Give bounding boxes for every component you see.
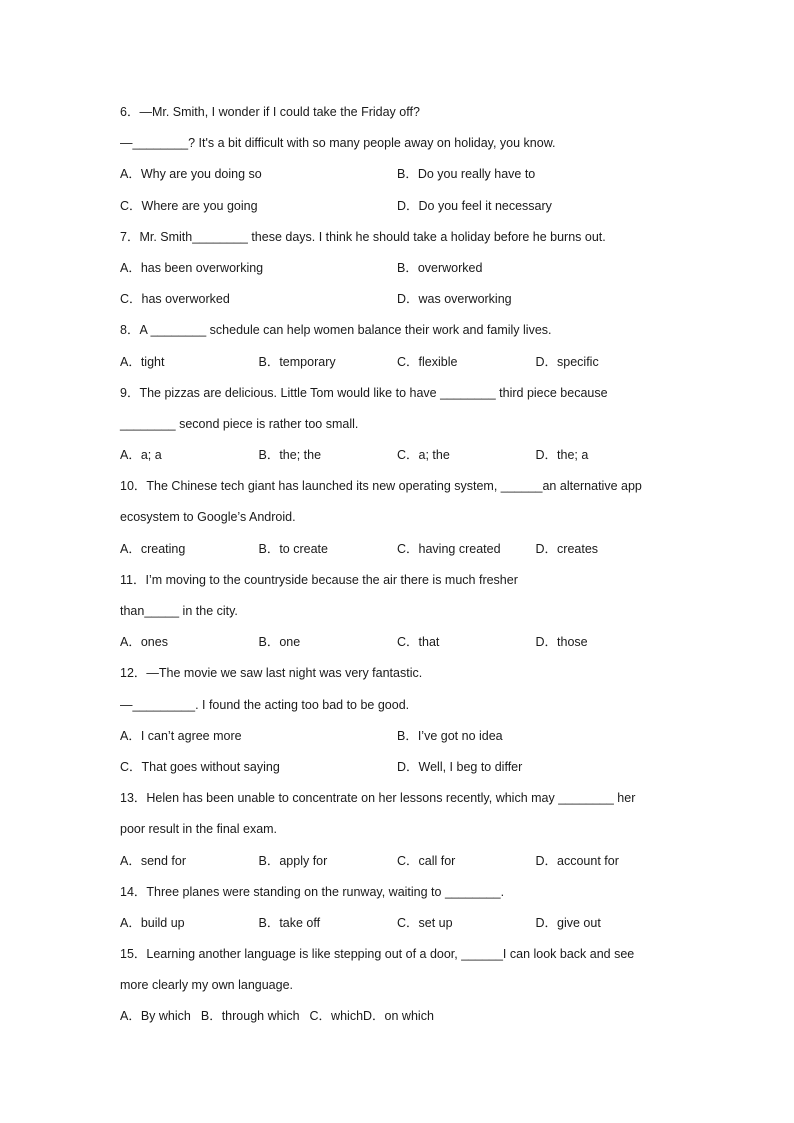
options-row	[120, 849, 680, 880]
question-stem: 15．Learning another language is like stepping out of a door, ______I can look back and see	[120, 947, 635, 962]
options-row	[120, 911, 680, 942]
option-c[interactable]: C．That goes without saying	[120, 759, 280, 774]
question-stem: 8．A ________ schedule can help women balance their work and family lives.	[120, 323, 552, 338]
option-d[interactable]: D．Do you feel it necessary	[397, 198, 552, 213]
question-stem: ________ second piece is rather too small.	[120, 416, 359, 431]
question-6	[120, 100, 680, 225]
question-13	[120, 786, 680, 880]
option-c[interactable]: C．which	[309, 1009, 364, 1024]
question-7	[120, 225, 680, 319]
option-c[interactable]: C．Where are you going	[120, 198, 258, 213]
option-a[interactable]: A．has been overworking	[120, 260, 264, 275]
option-b[interactable]: B．I’ve got no idea	[397, 728, 503, 743]
question-10	[120, 474, 680, 568]
question-stem: 11．I’m moving to the countryside because the air there is much fresher	[120, 572, 518, 587]
option-b[interactable]: B．temporary	[258, 354, 336, 369]
options-row	[120, 194, 680, 225]
question-stem: —_________. I found the acting too bad to be good.	[120, 697, 410, 712]
options-row	[120, 256, 680, 287]
option-a[interactable]: A．creating	[120, 541, 186, 556]
option-a[interactable]: A．ones	[120, 635, 168, 650]
option-b[interactable]: B．to create	[258, 541, 328, 556]
options-row	[120, 537, 680, 568]
option-d[interactable]: D．specific	[535, 354, 599, 369]
options-row	[120, 443, 680, 474]
option-b[interactable]: B．take off	[258, 915, 321, 930]
question-15	[120, 942, 680, 1036]
option-c[interactable]: C．a; the	[397, 448, 450, 463]
option-d[interactable]: D．Well, I beg to differ	[397, 759, 523, 774]
option-c[interactable]: C．call for	[397, 853, 456, 868]
option-b[interactable]: B．the; the	[258, 448, 322, 463]
option-c[interactable]: C．has overworked	[120, 292, 230, 307]
question-stem: 7．Mr. Smith________ these days. I think he should take a holiday before he burns out.	[120, 229, 606, 244]
options-row	[120, 287, 680, 318]
question-stem: poor result in the final exam.	[120, 822, 278, 837]
question-stem: ecosystem to Google’s Android.	[120, 510, 296, 525]
option-c[interactable]: C．having created	[397, 541, 501, 556]
question-stem: —________? It's a bit difficult with so many people away on holiday, you know.	[120, 136, 556, 151]
options-row	[120, 755, 680, 786]
option-a[interactable]: A．By which	[120, 1009, 191, 1024]
option-d[interactable]: D．account for	[535, 853, 619, 868]
option-a[interactable]: A．build up	[120, 915, 185, 930]
question-sheet	[120, 100, 680, 1036]
option-d[interactable]: D．give out	[535, 915, 601, 930]
question-11	[120, 568, 680, 662]
question-stem: 9．The pizzas are delicious. Little Tom would like to have ________ third piece because	[120, 385, 608, 400]
option-b[interactable]: B．apply for	[258, 853, 328, 868]
question-8	[120, 318, 680, 380]
question-stem: 13．Helen has been unable to concentrate on her lessons recently, which may ________ her	[120, 791, 636, 806]
option-b[interactable]: B．one	[258, 635, 301, 650]
question-stem: than_____ in the city.	[120, 604, 238, 618]
option-d[interactable]: D．those	[535, 635, 588, 650]
question-stem: 6．—Mr. Smith, I wonder if I could take the Friday off?	[120, 105, 420, 119]
option-d[interactable]: D．the; a	[535, 448, 589, 463]
question-stem: 14．Three planes were standing on the runway, waiting to ________.	[120, 884, 505, 899]
option-a[interactable]: A．a; a	[120, 448, 162, 463]
question-12	[120, 661, 680, 786]
option-d[interactable]: D．creates	[535, 541, 599, 556]
option-d[interactable]: D．on which	[363, 1009, 434, 1024]
question-stem: more clearly my own language.	[120, 978, 293, 993]
question-14	[120, 880, 680, 942]
option-d[interactable]: D．was overworking	[397, 292, 512, 307]
option-a[interactable]: A．Why are you doing so	[120, 167, 262, 182]
option-b[interactable]: B．overworked	[397, 260, 483, 275]
question-stem: 12．—The movie we saw last night was very fantastic.	[120, 666, 423, 681]
options-row	[120, 724, 680, 755]
option-a[interactable]: A．I can’t agree more	[120, 728, 242, 743]
option-a[interactable]: A．tight	[120, 354, 165, 369]
option-b[interactable]: B．through which	[200, 1009, 300, 1024]
option-b[interactable]: B．Do you really have to	[397, 167, 536, 182]
question-9	[120, 381, 680, 475]
option-c[interactable]: C．that	[397, 635, 440, 650]
option-c[interactable]: C．flexible	[397, 354, 458, 369]
options-row	[120, 1004, 680, 1035]
option-a[interactable]: A．send for	[120, 853, 187, 868]
options-row	[120, 630, 680, 661]
options-row	[120, 350, 680, 381]
question-stem: 10．The Chinese tech giant has launched its new operating system, ______an alternative app	[120, 479, 642, 494]
option-c[interactable]: C．set up	[397, 915, 453, 930]
options-row	[120, 162, 680, 193]
